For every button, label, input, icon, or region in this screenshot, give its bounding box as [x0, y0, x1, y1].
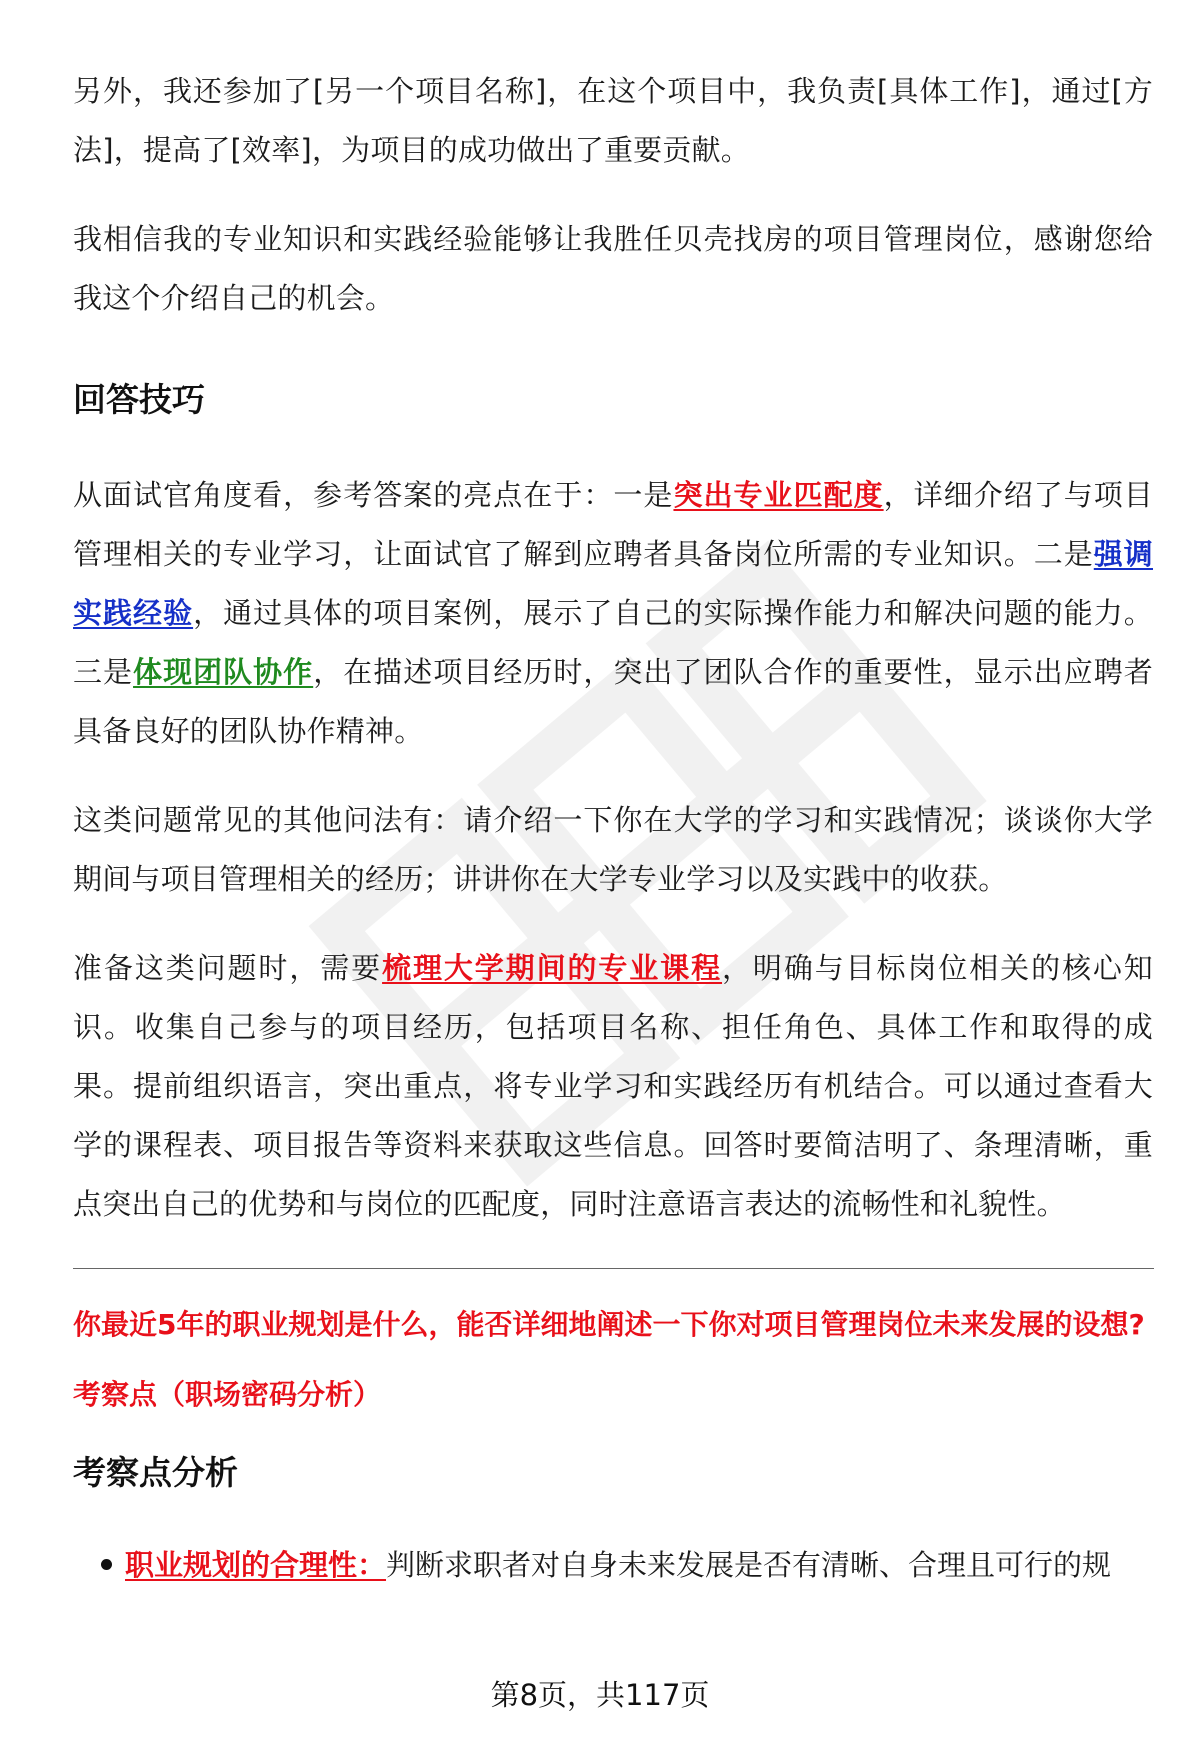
question-subtitle: 考察点（职场密码分析） [73, 1378, 382, 1411]
question-title: 你最近5年的职业规划是什么，能否详细地阐述一下你对项目管理岗位未来发展的设想? [73, 1308, 1145, 1341]
analysis-heading: 考察点分析 [73, 1453, 238, 1492]
section-divider [73, 1268, 1154, 1269]
tips-heading: 回答技巧 [73, 380, 205, 419]
bullet-text: 判断求职者对自身未来发展是否有清晰、合理且可行的规 [386, 1548, 1112, 1582]
paragraph-closing: 我相信我的专业知识和实践经验能够让我胜任贝壳找房的项目管理岗位，感谢您给我这个介绍自己的机会。 [73, 222, 1153, 315]
highlight-practice-experience: 强调实践经验 [73, 537, 1153, 630]
highlight-professional-match: 突出专业匹配度 [673, 478, 884, 512]
text-span: 从面试官角度看，参考答案的亮点在于：一是 [73, 478, 674, 512]
text-span: ，明确与目标岗位相关的核心知识。收集自己参与的项目经历，包括项目名称、担任角色、具体工作和取得的成果。提前组织语言，突出重点，将专业学习和实践经历有机结合。可以通过查看大学的课程表、项目报告等资料来获取这些信息。回答时要简洁明了、条理清晰，重点突出自己的优势和与岗位的匹配度，同时注意语言表达的流畅性和礼貌性。 [73, 951, 1153, 1221]
highlight-teamwork: 体现团队协作 [133, 655, 314, 689]
highlight-courses: 梳理大学期间的专业课程 [382, 951, 723, 985]
page-footer: 第8页，共117页 [490, 1678, 710, 1712]
tips-paragraph-preparation [73, 939, 1153, 1234]
text-span: ，详细介绍了与项目管理相关的专业学习，让面试官了解到应聘者具备岗位所需的专业知识。二是 [73, 478, 1153, 571]
text-span: ，通过具体的项目案例，展示了自己的实际操作能力和解决问题的能力。三是 [73, 596, 1153, 689]
tips-paragraph-highlights [73, 466, 1153, 761]
text-span: ，在描述项目经历时，突出了团队合作的重要性，显示出应聘者具备良好的团队协作精神。 [73, 655, 1153, 748]
bullet-label: 职业规划的合理性： [125, 1548, 387, 1582]
analysis-list [73, 1543, 1153, 1587]
text-span: 准备这类问题时，需要 [73, 951, 383, 985]
paragraph-other-project: 另外，我还参加了[另一个项目名称]，在这个项目中，我负责[具体工作]，通过[方法]，提高了[效率]，为项目的成功做出了重要贡献。 [73, 74, 1153, 167]
bullet-icon [101, 1559, 112, 1570]
tips-paragraph-variants: 这类问题常见的其他问法有：请介绍一下你在大学的学习和实践情况；谈谈你大学期间与项目管理相关的经历；讲讲你在大学专业学习以及实践中的收获。 [73, 803, 1153, 896]
list-item [101, 1543, 1153, 1587]
document-page [73, 62, 1153, 1587]
